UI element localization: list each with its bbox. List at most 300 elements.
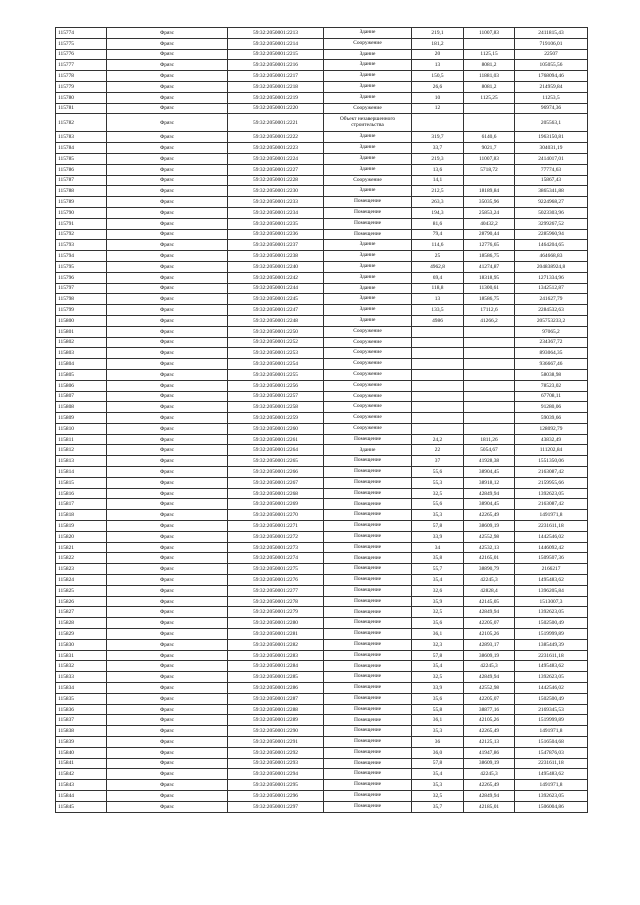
record-number-cell: 115819 [56, 521, 107, 532]
cadastral-number-cell: 59:32:2050001:2287 [228, 693, 324, 704]
table-row [56, 499, 588, 510]
table-row [56, 261, 588, 272]
cadastral-value-cell: 1513007,3 [515, 596, 588, 607]
specific-value-cell: 12776,65 [464, 240, 515, 251]
specific-value-cell: 42125,13 [464, 737, 515, 748]
record-number-cell: 115775 [56, 38, 107, 49]
record-number-cell: 115832 [56, 661, 107, 672]
district-cell: Фрязс [107, 114, 228, 132]
cadastral-value-cell: 2159955,66 [515, 477, 588, 488]
area-cell: 13 [412, 294, 464, 305]
record-number-cell: 115835 [56, 693, 107, 704]
district-cell: Фрязс [107, 103, 228, 114]
cadastral-number-cell: 59:32:2050001:2217 [228, 71, 324, 82]
record-number-cell: 115836 [56, 704, 107, 715]
area-cell: 57,8 [412, 521, 464, 532]
record-number-cell: 115781 [56, 103, 107, 114]
table-row [56, 661, 588, 672]
district-cell: Фрязс [107, 445, 228, 456]
object-type-cell: Сооружение [324, 326, 412, 337]
district-cell: Фрязс [107, 348, 228, 359]
cadastral-number-cell: 59:32:2050001:2283 [228, 650, 324, 661]
object-type-cell: Помещение [324, 801, 412, 812]
area-cell [412, 423, 464, 434]
object-type-cell: Помещение [324, 715, 412, 726]
record-number-cell: 115792 [56, 229, 107, 240]
district-cell: Фрязс [107, 326, 228, 337]
cadastral-value-cell: 1446092,42 [515, 542, 588, 553]
record-number-cell: 115809 [56, 413, 107, 424]
cadastral-value-cell: 719106,01 [515, 38, 588, 49]
record-number-cell: 115780 [56, 92, 107, 103]
district-cell: Фрязс [107, 197, 228, 208]
table-row [56, 801, 588, 812]
cadastral-number-cell: 59:32:2050001:2288 [228, 704, 324, 715]
record-number-cell: 115786 [56, 164, 107, 175]
cadastral-number-cell: 59:32:2050001:2240 [228, 261, 324, 272]
cadastral-value-cell: 2163087,42 [515, 467, 588, 478]
cadastral-number-cell: 59:32:2050001:2295 [228, 780, 324, 791]
table-row [56, 28, 588, 39]
object-type-cell: Здание [324, 186, 412, 197]
district-cell: Фрязс [107, 272, 228, 283]
object-type-cell: Здание [324, 315, 412, 326]
table-row [56, 132, 588, 143]
table-row [56, 143, 588, 154]
area-cell [412, 369, 464, 380]
table-row [56, 369, 588, 380]
cadastral-number-cell: 59:32:2050001:2230 [228, 186, 324, 197]
table-row [56, 60, 588, 71]
cadastral-value-cell: 1396205,84 [515, 585, 588, 596]
specific-value-cell [464, 175, 515, 186]
specific-value-cell: 42532,13 [464, 542, 515, 553]
cadastral-number-cell: 59:32:2050001:2220 [228, 103, 324, 114]
record-number-cell: 115843 [56, 780, 107, 791]
table-row [56, 337, 588, 348]
table-row [56, 456, 588, 467]
area-cell: 57,8 [412, 650, 464, 661]
object-type-cell: Помещение [324, 564, 412, 575]
cadastral-value-cell: 1551350,06 [515, 456, 588, 467]
table-row [56, 283, 588, 294]
cadastral-number-cell: 59:32:2050001:2274 [228, 553, 324, 564]
specific-value-cell [464, 391, 515, 402]
cadastral-value-cell: 304031,19 [515, 143, 588, 154]
area-cell: 181,2 [412, 38, 464, 49]
district-cell: Фрязс [107, 434, 228, 445]
cadastral-number-cell: 59:32:2050001:2237 [228, 240, 324, 251]
area-cell: 32,5 [412, 672, 464, 683]
table-row [56, 445, 588, 456]
area-cell: 33,9 [412, 531, 464, 542]
cadastral-number-cell: 59:32:2050001:2293 [228, 758, 324, 769]
table-row [56, 531, 588, 542]
table-row [56, 510, 588, 521]
area-cell: 319,7 [412, 132, 464, 143]
area-cell [412, 402, 464, 413]
specific-value-cell: 38609,19 [464, 521, 515, 532]
record-number-cell: 115823 [56, 564, 107, 575]
area-cell: 13,6 [412, 164, 464, 175]
record-number-cell: 115799 [56, 305, 107, 316]
specific-value-cell [464, 413, 515, 424]
cadastral-value-cell: 1495483,62 [515, 575, 588, 586]
specific-value-cell: 6140,6 [464, 132, 515, 143]
record-number-cell: 115837 [56, 715, 107, 726]
object-type-cell: Помещение [324, 650, 412, 661]
table-row [56, 164, 588, 175]
area-cell: 32,5 [412, 790, 464, 801]
cadastral-number-cell: 59:32:2050001:2261 [228, 434, 324, 445]
district-cell: Фрязс [107, 164, 228, 175]
district-cell: Фрязс [107, 564, 228, 575]
cadastral-value-cell: 1392623,05 [515, 672, 588, 683]
cadastral-value-cell: 2231611,18 [515, 521, 588, 532]
district-cell: Фрязс [107, 477, 228, 488]
district-cell: Фрязс [107, 369, 228, 380]
record-number-cell: 115784 [56, 143, 107, 154]
district-cell: Фрязс [107, 81, 228, 92]
cadastral-value-cell: 1342512,87 [515, 283, 588, 294]
district-cell: Фрязс [107, 629, 228, 640]
area-cell: 133,5 [412, 305, 464, 316]
object-type-cell: Сооружение [324, 337, 412, 348]
cadastral-number-cell: 59:32:2050001:2255 [228, 369, 324, 380]
table-row [56, 251, 588, 262]
table-row [56, 769, 588, 780]
table-row [56, 596, 588, 607]
cadastral-value-cell: 1509507,36 [515, 553, 588, 564]
object-type-cell: Помещение [324, 585, 412, 596]
cadastral-number-cell: 59:32:2050001:2286 [228, 683, 324, 694]
object-type-cell: Помещение [324, 769, 412, 780]
area-cell: 32,6 [412, 585, 464, 596]
cadastral-value-cell: 1491971,8 [515, 780, 588, 791]
area-cell: 33,7 [412, 143, 464, 154]
cadastral-value-cell: 1464204,65 [515, 240, 588, 251]
table-row [56, 186, 588, 197]
cadastral-number-cell: 59:32:2050001:2256 [228, 380, 324, 391]
cadastral-number-cell: 59:32:2050001:2242 [228, 272, 324, 283]
record-number-cell: 115816 [56, 488, 107, 499]
specific-value-cell: 42245,3 [464, 769, 515, 780]
area-cell: 219,3 [412, 153, 464, 164]
record-number-cell: 115787 [56, 175, 107, 186]
specific-value-cell: 42849,94 [464, 672, 515, 683]
cadastral-number-cell: 59:32:2050001:2257 [228, 391, 324, 402]
object-type-cell: Помещение [324, 704, 412, 715]
table-row [56, 38, 588, 49]
object-type-cell: Помещение [324, 488, 412, 499]
record-number-cell: 115811 [56, 434, 107, 445]
district-cell: Фрязс [107, 747, 228, 758]
area-cell: 55,6 [412, 499, 464, 510]
district-cell: Фрязс [107, 737, 228, 748]
district-cell: Фрязс [107, 575, 228, 586]
record-number-cell: 115785 [56, 153, 107, 164]
record-number-cell: 115804 [56, 359, 107, 370]
specific-value-cell: 41947,86 [464, 747, 515, 758]
record-number-cell: 115807 [56, 391, 107, 402]
cadastral-value-cell: 1392623,05 [515, 790, 588, 801]
cadastral-value-cell: 22507 [515, 49, 588, 60]
area-cell: 69,4 [412, 272, 464, 283]
table-row [56, 477, 588, 488]
district-cell: Фрязс [107, 596, 228, 607]
area-cell: 55,8 [412, 704, 464, 715]
cadastral-number-cell: 59:32:2050001:2234 [228, 207, 324, 218]
area-cell: 212,5 [412, 186, 464, 197]
record-number-cell: 115783 [56, 132, 107, 143]
specific-value-cell: 11881,03 [464, 71, 515, 82]
cadastral-value-cell: 1442546,02 [515, 683, 588, 694]
specific-value-cell: 42849,94 [464, 607, 515, 618]
table-row [56, 780, 588, 791]
record-number-cell: 115801 [56, 326, 107, 337]
record-number-cell: 115815 [56, 477, 107, 488]
object-type-cell: Здание [324, 283, 412, 294]
object-type-cell: Сооружение [324, 423, 412, 434]
cadastral-value-cell: 1768094,46 [515, 71, 588, 82]
district-cell: Фрязс [107, 542, 228, 553]
area-cell: 118,8 [412, 283, 464, 294]
specific-value-cell: 38609,19 [464, 758, 515, 769]
area-cell: 35,6 [412, 618, 464, 629]
area-cell: 37 [412, 456, 464, 467]
specific-value-cell: 18318,95 [464, 272, 515, 283]
area-cell: 35,6 [412, 693, 464, 704]
specific-value-cell: 41266,2 [464, 315, 515, 326]
table-row [56, 207, 588, 218]
object-type-cell: Здание [324, 261, 412, 272]
record-number-cell: 115808 [56, 402, 107, 413]
record-number-cell: 115782 [56, 114, 107, 132]
specific-value-cell: 1125,25 [464, 92, 515, 103]
specific-value-cell: 38890,79 [464, 564, 515, 575]
object-type-cell: Помещение [324, 207, 412, 218]
specific-value-cell: 42265,49 [464, 726, 515, 737]
record-number-cell: 115794 [56, 251, 107, 262]
object-type-cell: Помещение [324, 726, 412, 737]
cadastral-value-cell: 105055,56 [515, 60, 588, 71]
record-number-cell: 115797 [56, 283, 107, 294]
specific-value-cell [464, 326, 515, 337]
object-type-cell: Здание [324, 251, 412, 262]
area-cell: 26,6 [412, 81, 464, 92]
record-number-cell: 115791 [56, 218, 107, 229]
area-cell: 36 [412, 737, 464, 748]
district-cell: Фрязс [107, 283, 228, 294]
area-cell: 35,8 [412, 553, 464, 564]
cadastral-number-cell: 59:32:2050001:2268 [228, 488, 324, 499]
table-row [56, 380, 588, 391]
cadastral-value-cell: 2231611,18 [515, 650, 588, 661]
cadastral-number-cell: 59:32:2050001:2271 [228, 521, 324, 532]
record-number-cell: 115774 [56, 28, 107, 39]
cadastral-number-cell: 59:32:2050001:2254 [228, 359, 324, 370]
specific-value-cell: 11007,83 [464, 153, 515, 164]
district-cell: Фрязс [107, 294, 228, 305]
area-cell [412, 359, 464, 370]
specific-value-cell: 38918,12 [464, 477, 515, 488]
specific-value-cell: 42145,05 [464, 596, 515, 607]
record-number-cell: 115806 [56, 380, 107, 391]
cadastral-value-cell: 1963150,81 [515, 132, 588, 143]
district-cell: Фрязс [107, 683, 228, 694]
specific-value-cell [464, 402, 515, 413]
cadastral-value-cell: 43832,49 [515, 434, 588, 445]
area-cell: 219,1 [412, 28, 464, 39]
cadastral-number-cell: 59:32:2050001:2272 [228, 531, 324, 542]
table-row [56, 564, 588, 575]
record-number-cell: 115812 [56, 445, 107, 456]
cadastral-value-cell: 2166217 [515, 564, 588, 575]
cadastral-number-cell: 59:32:2050001:2265 [228, 456, 324, 467]
object-type-cell: Сооружение [324, 359, 412, 370]
object-type-cell: Помещение [324, 618, 412, 629]
area-cell: 24,2 [412, 434, 464, 445]
table-row [56, 467, 588, 478]
table-row [56, 693, 588, 704]
district-cell: Фрязс [107, 391, 228, 402]
table-row [56, 650, 588, 661]
cadastral-value-cell: 1392623,05 [515, 488, 588, 499]
specific-value-cell: 25853,24 [464, 207, 515, 218]
table-row [56, 391, 588, 402]
area-cell: 10 [412, 92, 464, 103]
district-cell: Фрязс [107, 60, 228, 71]
district-cell: Фрязс [107, 315, 228, 326]
table-row [56, 326, 588, 337]
table-row [56, 747, 588, 758]
area-cell [412, 380, 464, 391]
specific-value-cell: 1811,26 [464, 434, 515, 445]
area-cell: 14,1 [412, 175, 464, 186]
cadastral-value-cell: 2285960,94 [515, 229, 588, 240]
district-cell: Фрязс [107, 251, 228, 262]
table-row [56, 315, 588, 326]
cadastral-number-cell: 59:32:2050001:2273 [228, 542, 324, 553]
object-type-cell: Помещение [324, 575, 412, 586]
specific-value-cell [464, 38, 515, 49]
area-cell: 32,5 [412, 488, 464, 499]
table-row [56, 218, 588, 229]
cadastral-value-cell: 3299267,52 [515, 218, 588, 229]
record-number-cell: 115778 [56, 71, 107, 82]
area-cell: 35,4 [412, 575, 464, 586]
cadastral-value-cell: 2169345,53 [515, 704, 588, 715]
cadastral-value-cell: 2411815,43 [515, 28, 588, 39]
cadastral-value-cell: 3865341,88 [515, 186, 588, 197]
table-row [56, 153, 588, 164]
cadastral-number-cell: 59:32:2050001:2213 [228, 28, 324, 39]
cadastral-number-cell: 59:32:2050001:2244 [228, 283, 324, 294]
table-row [56, 423, 588, 434]
cadastral-number-cell: 59:32:2050001:2214 [228, 38, 324, 49]
area-cell: 36,1 [412, 715, 464, 726]
cadastral-number-cell: 59:32:2050001:2228 [228, 175, 324, 186]
cadastral-number-cell: 59:32:2050001:2218 [228, 81, 324, 92]
object-type-cell: Здание [324, 132, 412, 143]
district-cell: Фрязс [107, 661, 228, 672]
district-cell: Фрязс [107, 521, 228, 532]
area-cell: 55,6 [412, 467, 464, 478]
table-row [56, 488, 588, 499]
cadastral-number-cell: 59:32:2050001:2297 [228, 801, 324, 812]
cadastral-value-cell: 128092,79 [515, 423, 588, 434]
table-row [56, 92, 588, 103]
record-number-cell: 115820 [56, 531, 107, 542]
cadastral-number-cell: 59:32:2050001:2235 [228, 218, 324, 229]
area-cell [412, 348, 464, 359]
specific-value-cell: 42105,26 [464, 629, 515, 640]
cadastral-value-cell: 77774,63 [515, 164, 588, 175]
district-cell: Фрязс [107, 704, 228, 715]
district-cell: Фрязс [107, 71, 228, 82]
cadastral-number-cell: 59:32:2050001:2247 [228, 305, 324, 316]
record-number-cell: 115802 [56, 337, 107, 348]
area-cell: 35,3 [412, 510, 464, 521]
specific-value-cell: 18586,75 [464, 251, 515, 262]
object-type-cell: Здание [324, 28, 412, 39]
cadastral-value-cell: 96974,36 [515, 103, 588, 114]
district-cell: Фрязс [107, 672, 228, 683]
object-type-cell: Помещение [324, 683, 412, 694]
specific-value-cell: 42185,01 [464, 801, 515, 812]
object-type-cell: Сооружение [324, 38, 412, 49]
specific-value-cell: 8081,2 [464, 60, 515, 71]
cadastral-number-cell: 59:32:2050001:2248 [228, 315, 324, 326]
object-type-cell: Помещение [324, 477, 412, 488]
district-cell: Фрязс [107, 305, 228, 316]
district-cell: Фрязс [107, 229, 228, 240]
cadastral-number-cell: 59:32:2050001:2236 [228, 229, 324, 240]
district-cell: Фрязс [107, 693, 228, 704]
specific-value-cell: 1125,15 [464, 49, 515, 60]
cadastral-value-cell: 893064,35 [515, 348, 588, 359]
area-cell: 57,8 [412, 758, 464, 769]
cadastral-number-cell: 59:32:2050001:2216 [228, 60, 324, 71]
record-number-cell: 115779 [56, 81, 107, 92]
cadastral-number-cell: 59:32:2050001:2277 [228, 585, 324, 596]
record-number-cell: 115838 [56, 726, 107, 737]
district-cell: Фрязс [107, 553, 228, 564]
district-cell: Фрязс [107, 175, 228, 186]
area-cell: 13 [412, 60, 464, 71]
object-type-cell: Здание [324, 294, 412, 305]
specific-value-cell: 40432,2 [464, 218, 515, 229]
district-cell: Фрязс [107, 240, 228, 251]
specific-value-cell: 42552,98 [464, 683, 515, 694]
table-row [56, 758, 588, 769]
cadastral-value-cell: 204838924,8 [515, 261, 588, 272]
cadastral-number-cell: 59:32:2050001:2284 [228, 661, 324, 672]
record-number-cell: 115830 [56, 639, 107, 650]
district-cell: Фрязс [107, 607, 228, 618]
cadastral-value-cell: 214959,84 [515, 81, 588, 92]
object-type-cell: Помещение [324, 197, 412, 208]
record-number-cell: 115789 [56, 197, 107, 208]
specific-value-cell: 42893,17 [464, 639, 515, 650]
specific-value-cell: 42165,01 [464, 553, 515, 564]
record-number-cell: 115800 [56, 315, 107, 326]
record-number-cell: 115844 [56, 790, 107, 801]
district-cell: Фрязс [107, 207, 228, 218]
table-row [56, 197, 588, 208]
object-type-cell: Объект незавершенного строительства [324, 114, 412, 132]
district-cell: Фрязс [107, 186, 228, 197]
